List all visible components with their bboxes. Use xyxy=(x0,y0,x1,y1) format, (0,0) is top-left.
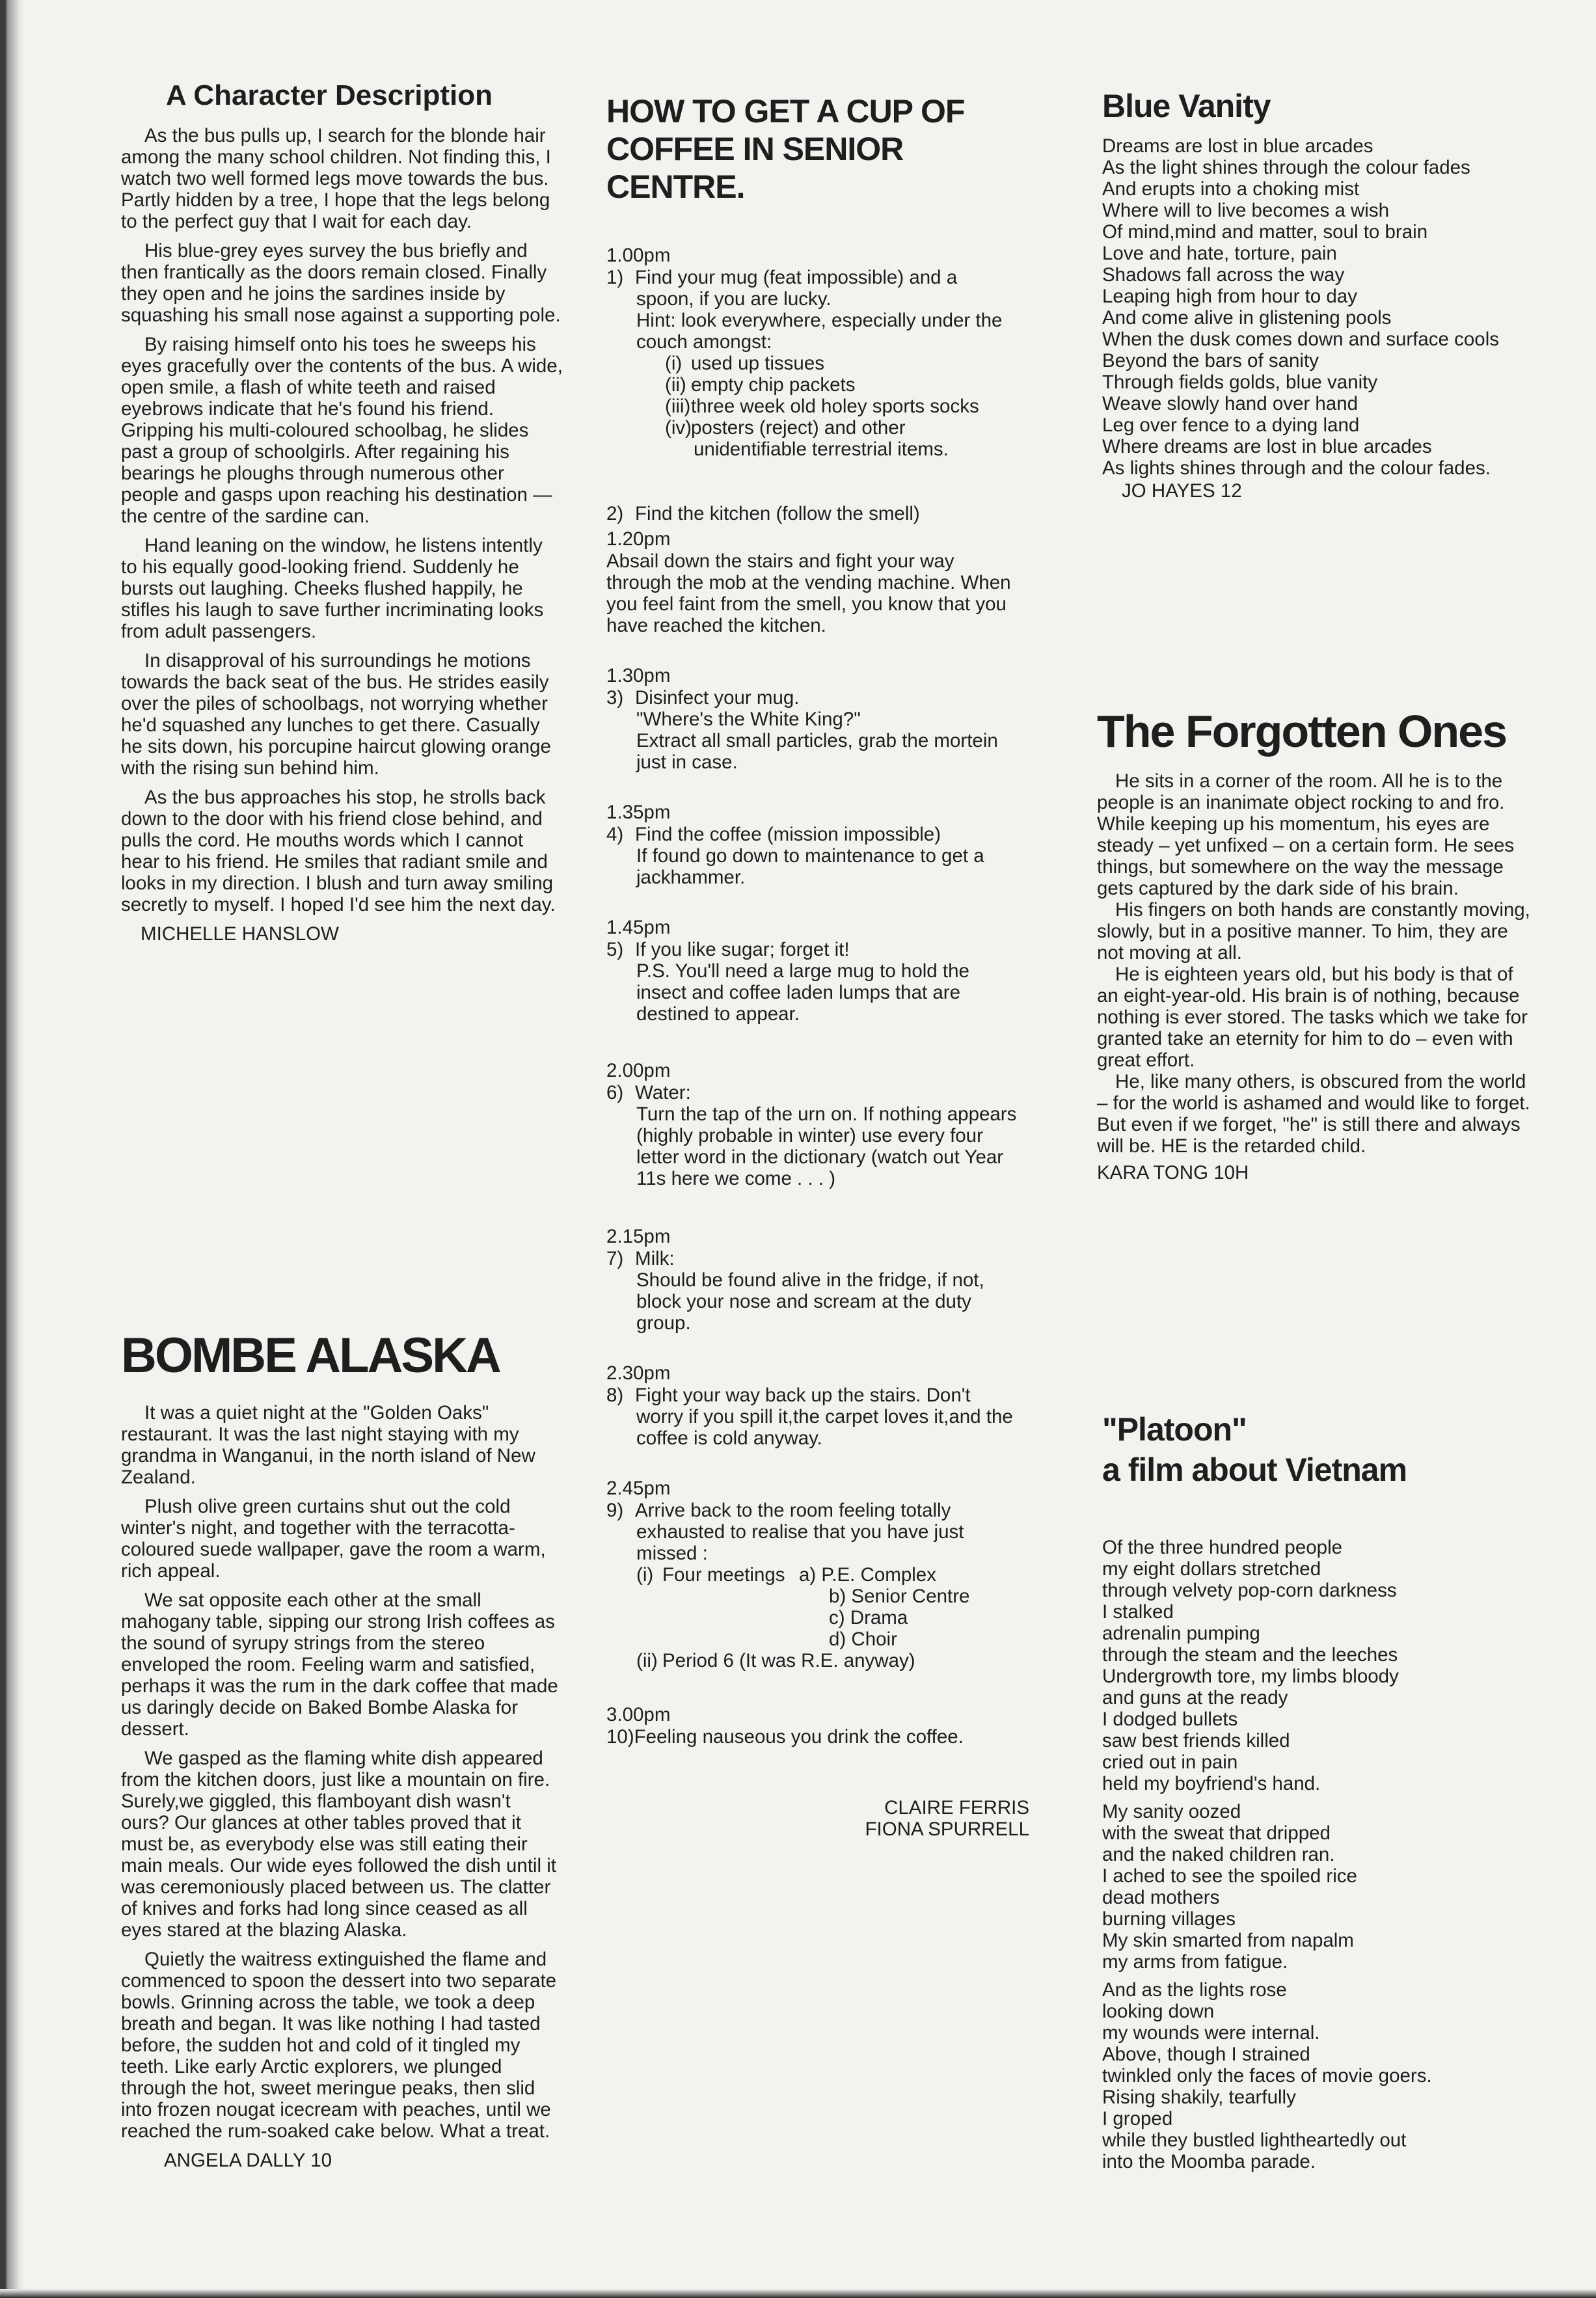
meetings-numeral: (i) xyxy=(636,1564,654,1586)
coffee-author-2: FIONA SPURRELL xyxy=(865,1818,1029,1840)
step-5-head xyxy=(606,939,1062,960)
step-10-text: 10)Feeling nauseous you drink the coffee. xyxy=(606,1726,964,1748)
step-8-head xyxy=(606,1385,1062,1406)
blue-line-16: As lights shines through and the colour fades. xyxy=(1102,457,1491,479)
step-3-line-2: Extract all small particles, grab the mortein xyxy=(636,730,998,751)
step-2-head-text: Find the kitchen (follow the smell) xyxy=(635,503,920,524)
platoon-s1-line-4: I stalked xyxy=(1102,1601,1174,1623)
step-7-line-2: block your nose and scream at the duty xyxy=(636,1291,971,1312)
step-6-line-4: 11s here we come . . . ) xyxy=(636,1168,836,1189)
coffee-step-10 xyxy=(606,1704,1062,1748)
step-5-line-3: destined to appear. xyxy=(636,1003,800,1025)
step-8-number: 8) xyxy=(606,1385,624,1406)
item-2-numeral: (ii) xyxy=(665,374,686,396)
step-7-line-3: group. xyxy=(636,1312,691,1334)
blue-line-3: And erupts into a choking mist xyxy=(1102,178,1360,200)
step-9-head xyxy=(606,1500,1062,1521)
step-4-line-2: jackhammer. xyxy=(636,867,746,888)
meeting-b: b) Senior Centre xyxy=(829,1586,970,1607)
character-paragraph-3: By raising himself onto his toes he sweeps his eyes gracefully over the contents of the bus. A wide, open smile, a flash of white teeth and raised eyebrows indicate that he's found his friend. Gripping his multi-coloured schoolbag, he slides past a group of schoolgirls. After regaining his bearings he ploughs through numerous other people and gasps upon reaching his destination — the centre of the sardine can. xyxy=(121,334,563,527)
coffee-step-9 xyxy=(606,1478,1062,1671)
platoon-s1-line-1: Of the three hundred people xyxy=(1102,1537,1343,1558)
article-forgotten-ones xyxy=(1097,705,1539,1183)
blue-line-1: Dreams are lost in blue arcades xyxy=(1102,135,1373,157)
blue-author: JO HAYES 12 xyxy=(1122,480,1242,502)
item-4-text: posters (reject) and other xyxy=(691,417,906,439)
step-8-line-2: worry if you spill it,the carpet loves it,and the xyxy=(636,1406,1013,1427)
blue-line-9: And come alive in glistening pools xyxy=(1102,307,1392,329)
forgotten-paragraph-3: He is eighteen years old, but his body is that of an eight-year-old. His brain is of nothing, because nothing is ever stored. The tasks which we take for granted take an eternity for him to do – even with great effort. xyxy=(1097,964,1528,1071)
meeting-d: d) Choir xyxy=(829,1629,897,1650)
item-3-numeral: (iii) xyxy=(665,396,691,417)
character-title: A Character Description xyxy=(165,79,493,111)
coffee-title-line-2: COFFEE IN SENIOR xyxy=(606,131,904,167)
coffee-step-5 xyxy=(606,917,1062,1025)
step-6-line-3: letter word in the dictionary (watch out Year xyxy=(636,1146,1004,1168)
blue-line-11: Beyond the bars of sanity xyxy=(1102,350,1319,372)
step-1-text-1: Find your mug (feat impossible) and a xyxy=(635,267,958,288)
platoon-s3-line-7: I groped xyxy=(1102,2108,1173,2129)
coffee-step-4 xyxy=(606,802,1062,888)
blue-line-12: Through fields golds, blue vanity xyxy=(1102,372,1378,393)
platoon-s3-line-8: while they bustled lightheartedly out xyxy=(1102,2129,1407,2151)
step-6-line-1: Turn the tap of the urn on. If nothing appears xyxy=(636,1103,1017,1125)
meetings-label-text: Four meetings xyxy=(662,1564,785,1586)
blue-line-10: When the dusk comes down and surface cools xyxy=(1102,329,1499,350)
blue-line-5: Of mind,mind and matter, soul to brain xyxy=(1102,221,1428,243)
character-paragraph-1: As the bus pulls up, I search for the blonde hair among the many school children. Not finding this, I watch two well formed legs move towards the bus. Partly hidden by a tree, I hope that the legs belong to the perfect guy that I wait for each day. xyxy=(121,125,551,232)
platoon-s3-line-2: looking down xyxy=(1102,2001,1215,2022)
coffee-step-3 xyxy=(606,665,1062,773)
period-numeral: (ii) xyxy=(636,1650,658,1671)
platoon-s2-line-4: I ached to see the spoiled rice xyxy=(1102,1865,1357,1887)
step-4-time: 1.35pm xyxy=(606,802,671,823)
platoon-s3-line-1: And as the lights rose xyxy=(1102,1979,1287,2001)
character-paragraph-5: In disapproval of his surroundings he motions towards the back seat of the bus. He strides easily over the piles of schoolbags, not worrying whether he'd squashed any lunches to get there. Casually he sits down, his porcupine haircut glowing orange with the rising sun behind him. xyxy=(121,650,551,779)
platoon-s2-line-1: My sanity oozed xyxy=(1102,1801,1241,1822)
platoon-s3-line-5: twinkled only the faces of movie goers. xyxy=(1102,2065,1432,2087)
step-3-head-text: Disinfect your mug. xyxy=(635,687,800,709)
platoon-s2-line-5: dead mothers xyxy=(1102,1887,1220,1908)
item-1-numeral: (i) xyxy=(665,353,683,374)
step-6-number: 6) xyxy=(606,1082,624,1103)
platoon-stanza-1 xyxy=(1102,1537,1532,1794)
platoon-s1-line-9: I dodged bullets xyxy=(1102,1709,1238,1730)
step-3-line-3: just in case. xyxy=(636,751,738,773)
step-3-number: 3) xyxy=(606,687,624,709)
step-7-time: 2.15pm xyxy=(606,1226,671,1247)
blue-line-13: Weave slowly hand over hand xyxy=(1102,393,1359,414)
step-7-head-text: Milk: xyxy=(635,1248,675,1269)
step-1-hint-1: Hint: look everywhere, especially under the xyxy=(636,310,1003,331)
step-4-head xyxy=(606,824,1062,845)
step-9-line-3: missed : xyxy=(636,1543,708,1564)
coffee-authors xyxy=(606,1797,1062,1840)
step-1-item-4 xyxy=(606,417,1062,439)
platoon-stanza-3 xyxy=(1102,1979,1532,2172)
step-1-number: 1) xyxy=(606,267,624,288)
item-4-cont-spacer xyxy=(665,439,691,460)
platoon-s2-line-3: and the naked children ran. xyxy=(1102,1844,1335,1865)
bombe-paragraph-2: Plush olive green curtains shut out the cold winter's night, and together with the terracotta-coloured suede wallpaper, gave the room a warm, rich appeal. xyxy=(121,1496,546,1582)
step-5-number: 5) xyxy=(606,939,624,960)
forgotten-title: The Forgotten Ones xyxy=(1097,706,1506,757)
step-10-time: 3.00pm xyxy=(606,1704,671,1725)
platoon-s1-line-8: and guns at the ready xyxy=(1102,1687,1288,1709)
blue-line-15: Where dreams are lost in blue arcades xyxy=(1102,436,1432,457)
platoon-s1-line-12: held my boyfriend's hand. xyxy=(1102,1773,1321,1794)
poem-blue-vanity xyxy=(1102,87,1532,502)
step-2-line-1: Absail down the stairs and fight your way xyxy=(606,550,954,572)
step-8-line-3: coffee is cold anyway. xyxy=(636,1427,822,1449)
step-1-line-1 xyxy=(606,267,1062,288)
step-5-line-1: P.S. You'll need a large mug to hold the xyxy=(636,960,969,982)
meeting-c: c) Drama xyxy=(829,1607,908,1629)
platoon-s3-line-3: my wounds were internal. xyxy=(1102,2022,1320,2044)
step-2-head xyxy=(606,503,1062,524)
blue-line-2: As the light shines through the colour fades xyxy=(1102,157,1470,178)
step-6-line-2: (highly probable in winter) use every four xyxy=(636,1125,983,1146)
platoon-s2-line-8: my arms from fatigue. xyxy=(1102,1951,1288,1973)
blue-line-6: Love and hate, torture, pain xyxy=(1102,243,1337,264)
platoon-s3-line-9: into the Moomba parade. xyxy=(1102,2151,1316,2172)
bombe-paragraph-4: We gasped as the flaming white dish appeared from the kitchen doors, just like a mountain on fire. Surely,we giggled, this flamboyant dish wasn't ours? Our glances at other tables proved that it must be, as everybody else was still eating their main meals. Our wide eyes followed the dish until it was ceremoniously placed between us. The clatter of knives and forks had long since ceased as all eyes stared at the blazing Alaska. xyxy=(121,1748,556,1941)
step-7-head xyxy=(606,1248,1062,1269)
step-2-line-2: through the mob at the vending machine. When xyxy=(606,572,1011,593)
step-7-number: 7) xyxy=(606,1248,624,1269)
step-2-line-3: you feel faint from the smell, you know that you xyxy=(606,593,1007,615)
step-5-head-text: If you like sugar; forget it! xyxy=(635,939,850,960)
blue-verse xyxy=(1102,135,1532,479)
bombe-paragraph-3: We sat opposite each other at the small mahogany table, sipping our strong Irish coffees as the sound of syrupy strings from the stereo enveloped the room. Feeling warm and satisfied, perhaps it was the rum in the dark coffee that made us daringly decide on Baked Bombe Alaska for dessert. xyxy=(121,1589,558,1740)
forgotten-paragraph-2: His fingers on both hands are constantly moving, slowly, but in a positive manner. To him, they are not moving at all. xyxy=(1097,899,1530,964)
meeting-a: a) P.E. Complex xyxy=(799,1564,936,1586)
step-2-number: 2) xyxy=(606,503,624,524)
blue-title: Blue Vanity xyxy=(1102,88,1271,124)
coffee-step-6 xyxy=(606,1060,1062,1189)
step-9-period xyxy=(606,1650,1062,1671)
bombe-body xyxy=(121,1402,563,2142)
article-character-description xyxy=(121,79,563,945)
coffee-step-2 xyxy=(606,503,1062,636)
platoon-s1-line-10: saw best friends killed xyxy=(1102,1730,1290,1751)
step-4-number: 4) xyxy=(606,824,624,845)
forgotten-author: KARA TONG 10H xyxy=(1097,1162,1249,1183)
item-3-text: three week old holey sports socks xyxy=(691,396,979,417)
step-1-time: 1.00pm xyxy=(606,245,671,266)
item-4-numeral: (iv) xyxy=(665,417,692,439)
bombe-author: ANGELA DALLY 10 xyxy=(164,2150,332,2171)
bombe-paragraph-1: It was a quiet night at the "Golden Oaks" restaurant. It was the last night staying with my grandma in Wanganui, in the north island of New Zealand. xyxy=(121,1402,535,1488)
article-bombe-alaska xyxy=(121,1327,563,2171)
step-3-time: 1.30pm xyxy=(606,665,671,686)
step-1-item-1 xyxy=(606,353,1062,374)
step-6-head-text: Water: xyxy=(635,1082,691,1103)
platoon-title-line-1: "Platoon" xyxy=(1102,1411,1247,1448)
step-4-head-text: Find the coffee (mission impossible) xyxy=(635,824,941,845)
step-7-line-1: Should be found alive in the fridge, if not, xyxy=(636,1269,984,1291)
blue-line-8: Leaping high from hour to day xyxy=(1102,286,1357,307)
platoon-s1-line-6: through the steam and the leeches xyxy=(1102,1644,1398,1666)
forgotten-paragraph-4: He, like many others, is obscured from the world – for the world is ashamed and would like to forget. But even if we forget, "he" is still there and always will be. HE is the retarded child. xyxy=(1097,1071,1530,1157)
step-1-text-2: spoon, if you are lucky. xyxy=(636,288,832,310)
period-text: Period 6 (It was R.E. anyway) xyxy=(662,1650,915,1671)
step-5-line-2: insect and coffee laden lumps that are xyxy=(636,982,960,1003)
step-6-head xyxy=(606,1082,1062,1103)
forgotten-body xyxy=(1097,770,1539,1157)
forgotten-paragraph-1: He sits in a corner of the room. All he is to the people is an inanimate object rocking to and fro. While keeping up his momentum, his eyes are steady – yet unfixed – on a certain form. He sees things, but somewhere on the way the message gets captured by the dark side of his brain. xyxy=(1097,770,1515,899)
step-3-line-1: "Where's the White King?" xyxy=(636,709,861,730)
platoon-s1-line-5: adrenalin pumping xyxy=(1102,1623,1260,1644)
character-paragraph-6: As the bus approaches his stop, he strolls back down to the door with his friend close behind, and pulls the cord. He mouths words which I cannot hear to his friend. He smiles that radiant smile and looks in my direction. I blush and turn away smiling secretly to myself. I hoped I'd see him the next day. xyxy=(121,787,556,915)
platoon-stanza-2 xyxy=(1102,1801,1532,1973)
coffee-step-8 xyxy=(606,1362,1062,1449)
item-1-text: used up tissues xyxy=(691,353,824,374)
blue-line-7: Shadows fall across the way xyxy=(1102,264,1345,286)
platoon-s3-line-6: Rising shakily, tearfully xyxy=(1102,2087,1296,2108)
coffee-step-1 xyxy=(606,245,1062,460)
platoon-title xyxy=(1102,1409,1532,1490)
item-4-cont-text: unidentifiable terrestrial items. xyxy=(694,439,949,460)
coffee-title-line-1: HOW TO GET A CUP OF xyxy=(606,93,965,129)
page-binding-edge xyxy=(0,0,25,2298)
step-5-time: 1.45pm xyxy=(606,917,671,938)
step-1-item-3 xyxy=(606,396,1062,417)
step-2-line-4: have reached the kitchen. xyxy=(606,615,826,636)
step-8-line-1: Fight your way back up the stairs. Don't xyxy=(635,1385,971,1406)
step-8-time: 2.30pm xyxy=(606,1362,671,1384)
coffee-author-1: CLAIRE FERRIS xyxy=(884,1797,1029,1818)
step-9-line-1: Arrive back to the room feeling totally xyxy=(635,1500,951,1521)
character-body xyxy=(121,125,563,915)
step-9-time: 2.45pm xyxy=(606,1478,671,1499)
step-1-hint-2: couch amongst: xyxy=(636,331,772,353)
character-paragraph-4: Hand leaning on the window, he listens intently to his equally good-looking friend. Suddenly he bursts out laughing. Cheeks flushed happily, he stifles his laugh to save further incriminating looks from adult passengers. xyxy=(121,535,544,642)
bombe-paragraph-5: Quietly the waitress extinguished the flame and commenced to spoon the dessert into two separate bowls. Grinning across the table, we took a deep breath and began. It was like nothing I had tasted before, the sudden hot and cold of it tingled my teeth. Like early Arctic explorers, we plunged through the hot, sweet meringue peaks, then slid into frozen nougat icecream with peaches, until we reached the rum-soaked cake below. What a treat. xyxy=(121,1949,557,2142)
step-3-head xyxy=(606,687,1062,709)
coffee-title-line-3: CENTRE. xyxy=(606,169,745,205)
blue-line-4: Where will to live becomes a wish xyxy=(1102,200,1390,221)
platoon-s2-line-2: with the sweat that dripped xyxy=(1102,1822,1331,1844)
platoon-s1-line-7: Undergrowth tore, my limbs bloody xyxy=(1102,1666,1399,1687)
blue-line-14: Leg over fence to a dying land xyxy=(1102,414,1360,436)
bombe-title: BOMBE ALASKA xyxy=(121,1328,500,1383)
page-bottom-edge xyxy=(0,2289,1596,2298)
meetings-label xyxy=(636,1564,799,1586)
step-1-item-4-cont xyxy=(606,439,1062,460)
item-2-text: empty chip packets xyxy=(691,374,856,396)
character-paragraph-2: His blue-grey eyes survey the bus briefly and then frantically as the doors remain closed. Finally they open and he joins the sardines inside by squashing his small nose against a supporting pole. xyxy=(121,240,561,326)
step-9-line-2: exhausted to realise that you have just xyxy=(636,1521,964,1543)
article-coffee-guide xyxy=(606,92,1062,1840)
platoon-s1-line-11: cried out in pain xyxy=(1102,1751,1238,1773)
platoon-s1-line-2: my eight dollars stretched xyxy=(1102,1558,1321,1580)
step-2-time: 1.20pm xyxy=(606,528,671,550)
platoon-s3-line-4: Above, though I strained xyxy=(1102,2044,1310,2065)
platoon-s1-line-3: through velvety pop-corn darkness xyxy=(1102,1580,1397,1601)
platoon-s2-line-7: My skin smarted from napalm xyxy=(1102,1930,1354,1951)
poem-platoon xyxy=(1102,1409,1532,2172)
platoon-title-line-2: a film about Vietnam xyxy=(1102,1452,1407,1488)
step-1-item-2 xyxy=(606,374,1062,396)
platoon-s2-line-6: burning villages xyxy=(1102,1908,1236,1930)
step-4-line-1: If found go down to maintenance to get a xyxy=(636,845,984,867)
step-9-number: 9) xyxy=(606,1500,624,1521)
coffee-title xyxy=(606,92,1062,206)
coffee-step-7 xyxy=(606,1226,1062,1334)
character-author: MICHELLE HANSLOW xyxy=(141,923,339,945)
step-9-meetings xyxy=(606,1564,1062,1586)
step-6-time: 2.00pm xyxy=(606,1060,671,1081)
